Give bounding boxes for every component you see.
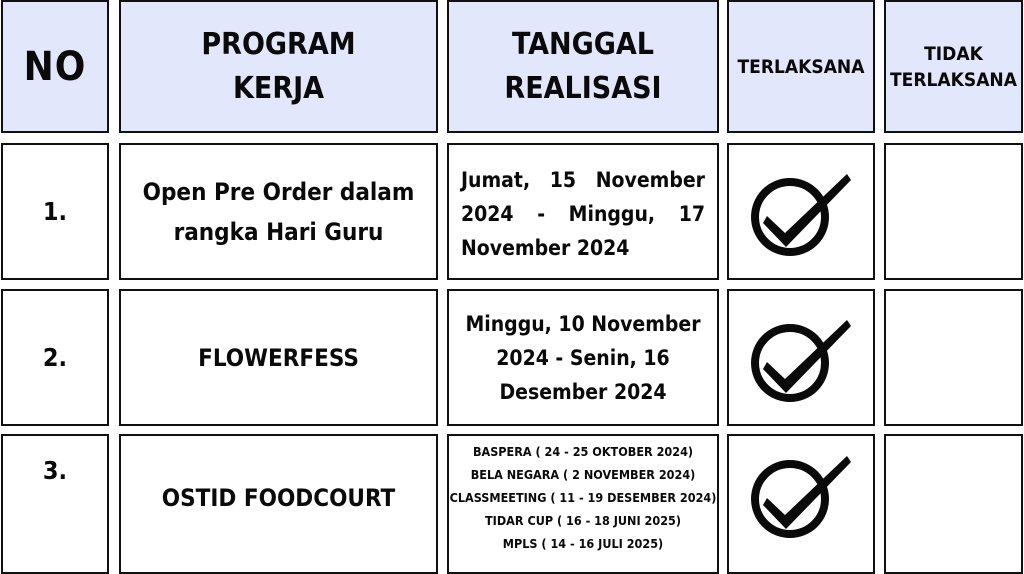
check-circle-icon: [747, 450, 855, 538]
program-line: Open Pre Order dalam: [142, 177, 415, 206]
header-date-line1: TANGGAL: [512, 26, 654, 62]
row2-not-done: [884, 289, 1023, 426]
row2-no: [1, 289, 109, 426]
date-line: Desember 2024: [499, 379, 667, 404]
row-number: 2.: [42, 343, 68, 372]
header-program-kerja: [119, 0, 438, 133]
event-date-item: CLASSMEETING ( 11 - 19 DESEMBER 2024): [449, 490, 717, 505]
check-circle-icon: [747, 168, 855, 256]
row3-done: [727, 434, 875, 574]
header-done-label: TERLAKSANA: [737, 55, 865, 78]
row3-no: [1, 434, 109, 574]
header-date-line2: REALISASI: [504, 70, 662, 106]
row1-no: [1, 143, 109, 280]
row1-date: [447, 143, 719, 280]
event-date-item: BASPERA ( 24 - 25 OKTOBER 2024): [472, 444, 694, 459]
event-date-item: BELA NEGARA ( 2 NOVEMBER 2024): [470, 467, 696, 482]
event-date-item: MPLS ( 14 - 16 JULI 2025): [502, 536, 664, 551]
row2-done: [727, 289, 875, 426]
header-no-label: NO: [23, 43, 87, 90]
check-circle-icon: [747, 314, 855, 402]
header-tidak-terlaksana: [884, 0, 1023, 133]
date-line: Minggu, 10 November: [465, 311, 701, 336]
row3-not-done: [884, 434, 1023, 574]
header-program-line2: KERJA: [232, 70, 325, 106]
program-line: rangka Hari Guru: [173, 217, 384, 246]
program-line: OSTID FOODCOURT: [161, 484, 396, 512]
row3-date-list: [447, 434, 719, 574]
row-number: 1.: [42, 197, 68, 226]
date-line: 2024 - Senin, 16: [496, 345, 670, 370]
header-no: [1, 0, 109, 133]
header-tanggal-realisasi: [447, 0, 719, 133]
header-not-done-line2: TERLAKSANA: [890, 68, 1017, 91]
program-line: FLOWERFESS: [198, 343, 359, 372]
header-not-done-line1: TIDAK: [924, 42, 983, 65]
row2-program: [119, 289, 438, 426]
row1-not-done: [884, 143, 1023, 280]
row1-done: [727, 143, 875, 280]
row-number: 3.: [42, 456, 68, 485]
row1-program: [119, 143, 438, 280]
row3-program: [119, 434, 438, 574]
header-terlaksana: [727, 0, 875, 133]
row2-date: [447, 289, 719, 426]
header-program-line1: PROGRAM: [201, 26, 356, 62]
event-date-item: TIDAR CUP ( 16 - 18 JUNI 2025): [484, 513, 681, 528]
date-text: Jumat, 15 November 2024 - Minggu, 17 November 2024: [461, 168, 705, 260]
